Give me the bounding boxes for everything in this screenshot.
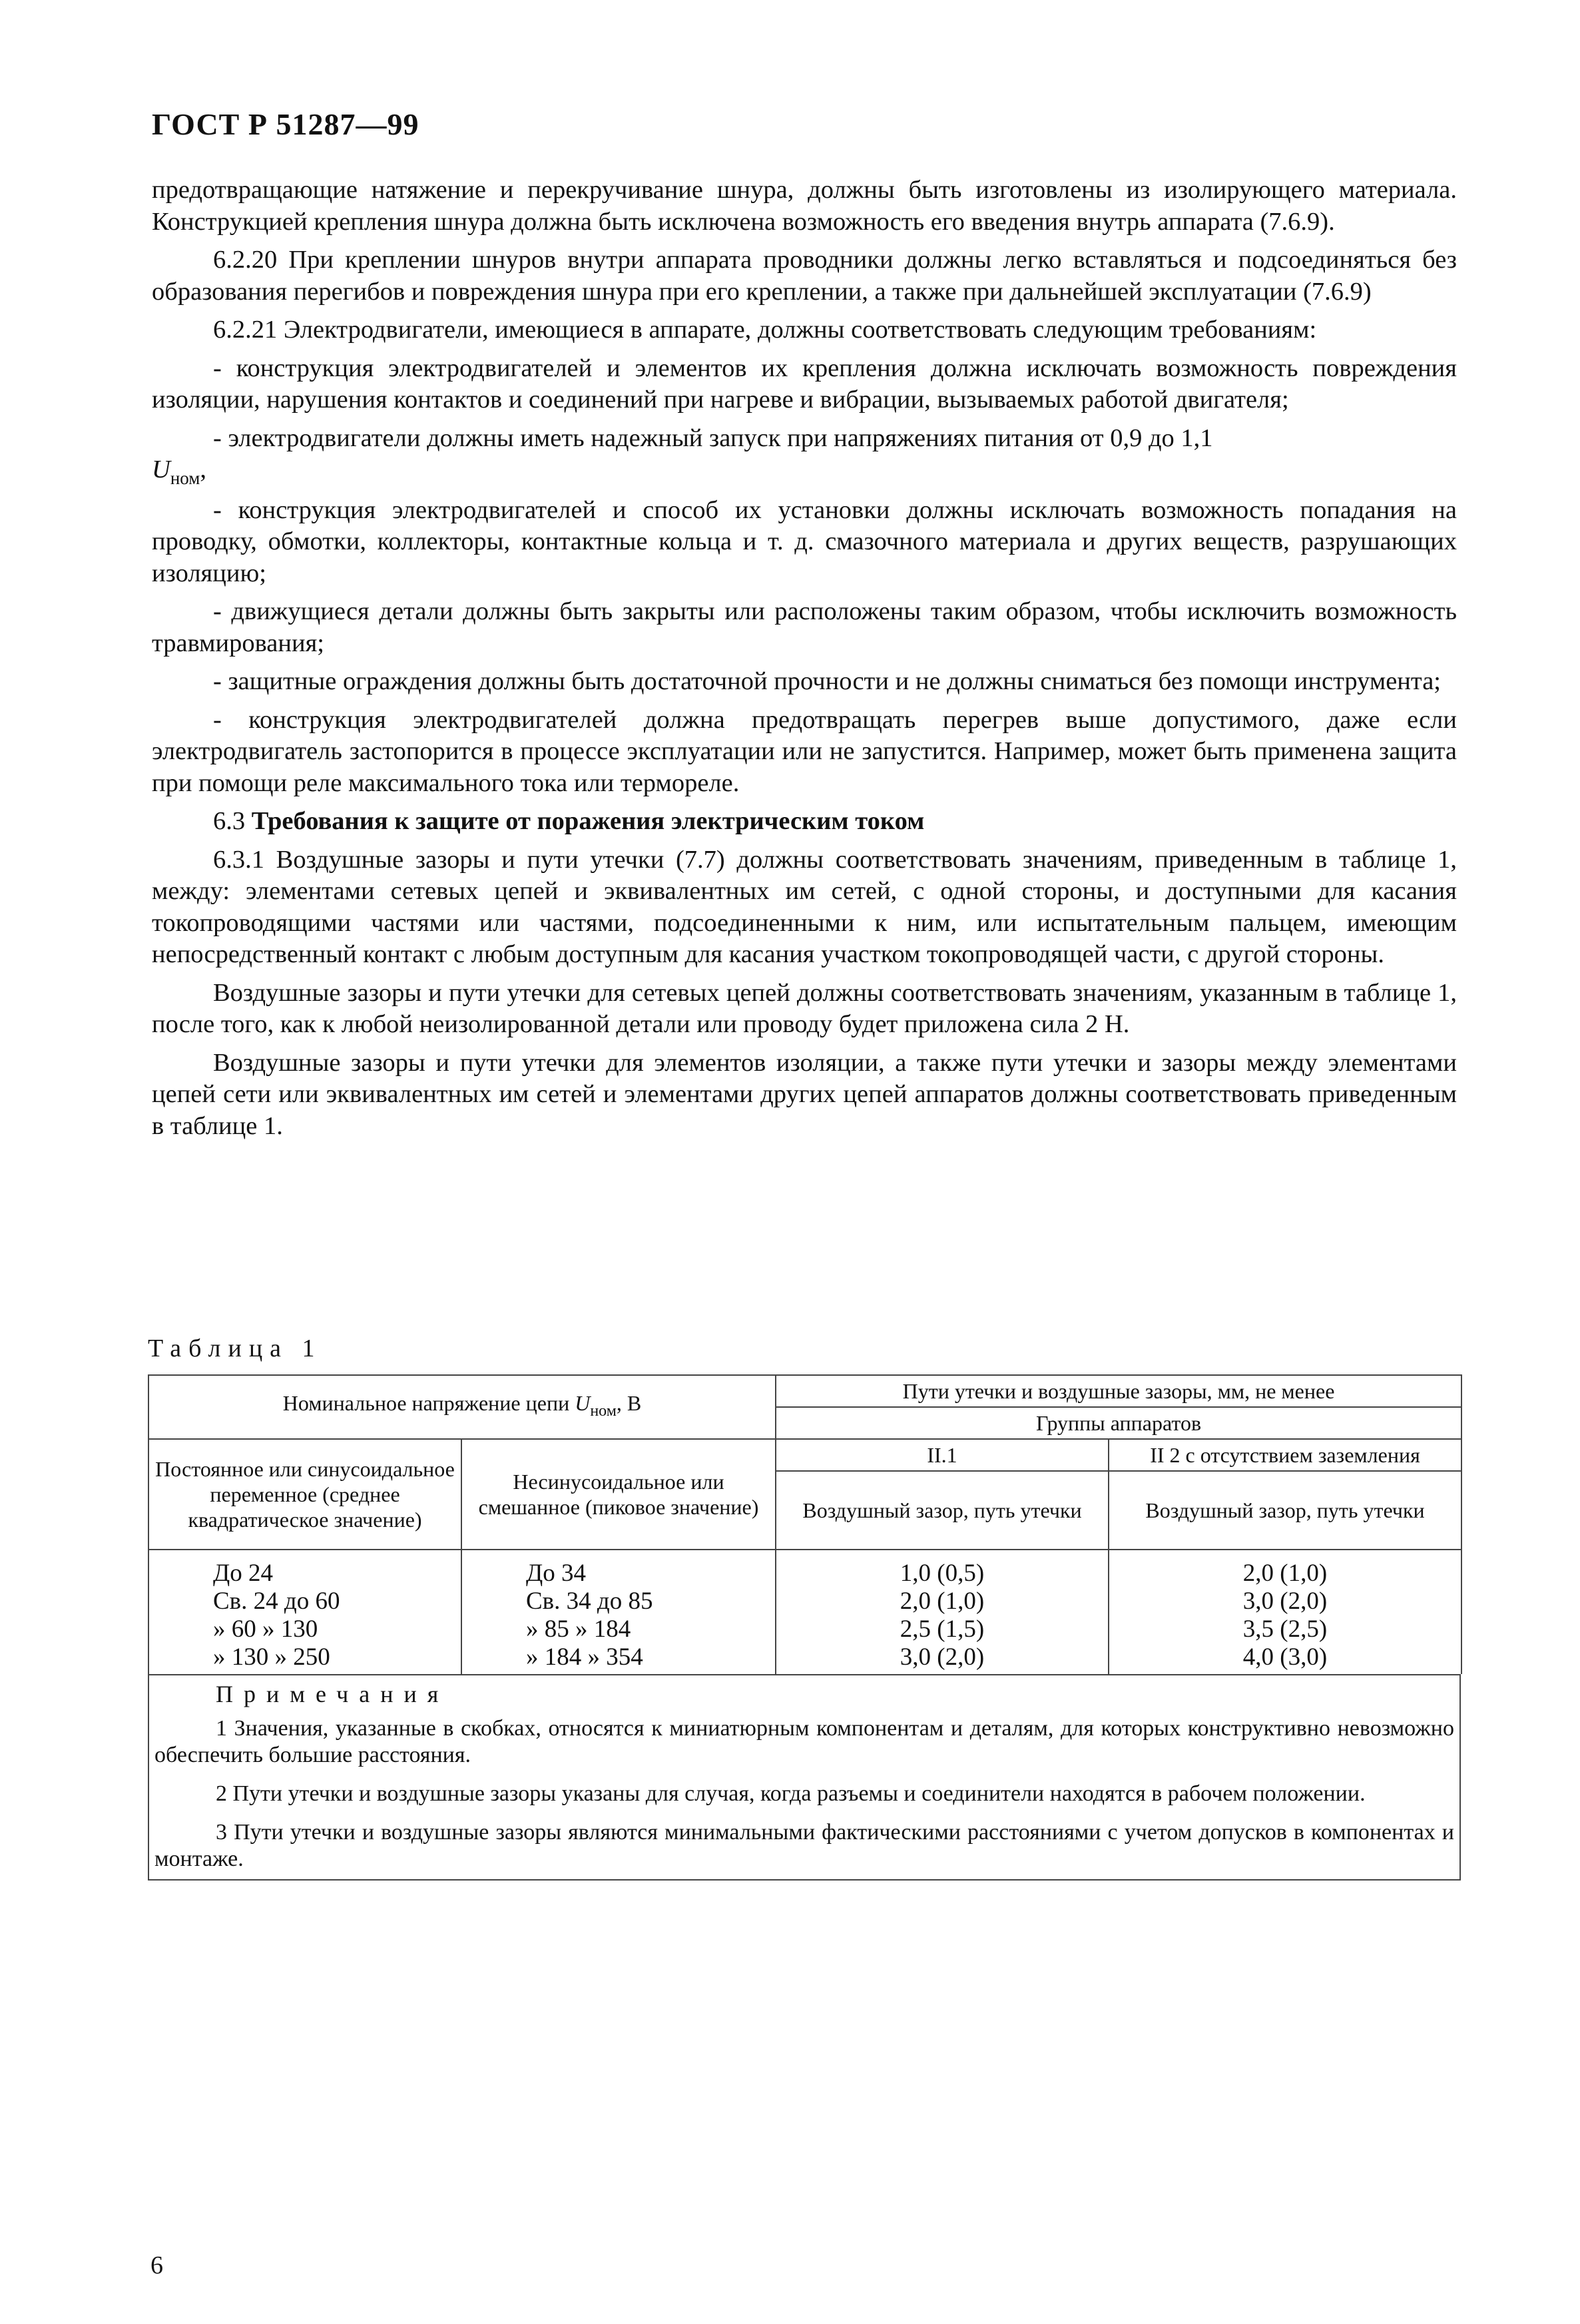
cell-col3-3: 3,0 (2,0): [900, 1643, 985, 1671]
body-text: [152, 174, 1457, 1142]
cell-col3-2: 2,5 (1,5): [900, 1615, 985, 1643]
cell-col2-0: До 34: [526, 1560, 586, 1587]
header-voltage-text: Номинальное напряжение цепи: [282, 1391, 570, 1415]
u-symbol: U: [152, 455, 170, 483]
header-voltage-unit: , В: [616, 1391, 642, 1415]
cell-col2-1: Св. 34 до 85: [526, 1588, 653, 1615]
header-nominal-voltage: [148, 1375, 776, 1439]
header-u-subscript: ном: [590, 1402, 617, 1420]
table-notes: [148, 1674, 1461, 1881]
paragraph-cord-fastening: предотвращающие натяжение и перекручивание шнура, должны быть изготовлены из изолирующего материала. Конструкцией крепления шнура должна быть исключена возможность его введения внутрь аппарата (7.6.9).: [152, 176, 1457, 236]
u-subscript: ном: [170, 468, 200, 488]
header-u-symbol: U: [575, 1391, 591, 1415]
table-cell-col2: [461, 1550, 776, 1674]
header-groups: Группы аппаратов: [776, 1407, 1461, 1439]
paragraph-6-2-20: 6.2.20 При креплении шнуров внутри аппарата проводники должны легко вставляться и подсоединяться без образования перегибов и повреждения шнура при его креплении, а также при дальнейшей эксплуатации (7.6.9): [152, 246, 1457, 306]
section-title: Требования к защите от поражения электрическим током: [251, 807, 925, 835]
list-item-overheat: - конструкция электродвигателей должна предотвращать перегрев выше допустимого, даже если электродвигатель застопорится в процессе эксплуатации или не запустится. Например, может быть применена защита при помощи реле максимального тока или термореле.: [152, 705, 1457, 797]
cell-col1-3: » 130 » 250: [213, 1643, 330, 1671]
header-air-gap-1: Воздушный зазор, путь утечки: [776, 1471, 1109, 1550]
table-cell-col1: [148, 1550, 461, 1674]
table-1: [148, 1374, 1461, 1881]
header-non-sinusoidal: Несинусоидальное или смешанное (пиковое значение): [461, 1439, 776, 1550]
cell-col2-3: » 184 » 354: [526, 1643, 643, 1671]
table-row: [148, 1550, 1461, 1674]
header-group-ii-1: II.1: [776, 1439, 1109, 1471]
cell-col1-2: » 60 » 130: [213, 1615, 318, 1643]
header-dc-sinusoidal: Постоянное или синусоидальное переменное (среднее квадратическое значение): [148, 1439, 461, 1550]
list-item-motor-lubricant: - конструкция электродвигателей и способ их установки должны исключать возможность попадания на проводку, обмотки, коллекторы, контактные кольца и т. д. смазочного материала и других веществ, разрушающих изоляцию;: [152, 495, 1457, 587]
table-caption: Таблица 1: [148, 1334, 322, 1362]
paragraph-6-2-21: 6.2.21 Электродвигатели, имеющиеся в аппарате, должны соответствовать следующим требованиям:: [213, 316, 1317, 344]
paragraph-air-gaps-force: Воздушные зазоры и пути утечки для сетевых цепей должны соответствовать значениям, указанным в таблице 1, после того, как к любой неизолированной детали или проводу будет приложена сила 2 Н.: [152, 978, 1457, 1038]
cell-col1-0: До 24: [213, 1560, 273, 1587]
section-number: 6.3: [213, 807, 246, 835]
cell-col1-1: Св. 24 до 60: [213, 1588, 340, 1615]
motor-start-text: - электродвигатели должны иметь надежный запуск при напряжениях питания от 0,9 до 1,1: [213, 424, 1213, 452]
document-header: ГОСТ Р 51287—99: [152, 107, 419, 141]
header-air-gap-2: Воздушный зазор, путь утечки: [1109, 1471, 1461, 1550]
table-header-row-1: [148, 1375, 1461, 1407]
paragraph-air-gaps-insulation: Воздушные зазоры и пути утечки для элементов изоляции, а также пути утечки и зазоры между элементами цепей сети или эквивалентных им сетей и элементами других цепей аппаратов должны соответствовать приведенным в таблице 1.: [152, 1048, 1457, 1140]
page-number: 6: [150, 2251, 163, 2279]
cell-col3-0: 1,0 (0,5): [900, 1560, 985, 1587]
note-2: 2 Пути утечки и воздушные зазоры указаны для случая, когда разъемы и соединители находятся в рабочем положении.: [216, 1781, 1366, 1806]
header-paths: Пути утечки и воздушные зазоры, мм, не менее: [776, 1375, 1461, 1407]
note-1: 1 Значения, указанные в скобках, относятся к миниатюрным компонентам и деталям, для которых конструктивно невозможно обеспечить большие расстояния.: [154, 1716, 1454, 1767]
cell-col2-2: » 85 » 184: [526, 1615, 631, 1643]
table-cell-col4: [1109, 1550, 1461, 1674]
clearance-table: [148, 1374, 1462, 1674]
header-group-ii-2: II 2 с отсутствием заземления: [1109, 1439, 1461, 1471]
list-item-motor-start: [152, 423, 1457, 495]
list-item-moving-parts: - движущиеся детали должны быть закрыты или расположены таким образом, чтобы исключить возможность травмирования;: [152, 597, 1457, 657]
table-header-row-3: [148, 1439, 1461, 1471]
cell-col4-2: 3,5 (2,5): [1242, 1615, 1328, 1643]
list-item-motor-construction: - конструкция электродвигателей и элементов их крепления должна исключать возможность повреждения изоляции, нарушения контактов и соединений при нагреве и вибрации, вызываемых работой двигателя;: [152, 354, 1457, 414]
motor-start-tail: ,: [200, 455, 206, 483]
notes-title: Примечания: [216, 1681, 449, 1707]
section-6-3-heading: [152, 806, 1457, 838]
cell-col3-1: 2,0 (1,0): [900, 1588, 985, 1615]
list-item-guards: - защитные ограждения должны быть достаточной прочности и не должны сниматься без помощи инструмента;: [213, 667, 1441, 695]
note-3: 3 Пути утечки и воздушные зазоры являются минимальными фактическими расстояниями с учетом допусков в компонентах и монтаже.: [154, 1820, 1454, 1871]
table-cell-col3: [776, 1550, 1109, 1674]
cell-col4-1: 3,0 (2,0): [1242, 1588, 1328, 1615]
paragraph-6-3-1: 6.3.1 Воздушные зазоры и пути утечки (7.7) должны соответствовать значениям, приведенным в таблице 1, между: элементами сетевых цепей и эквивалентных им сетей, с одной стороны, и доступными для касания токопроводящими частями или частями, подсоединенными к ним, или испытательным пальцем, имеющим непосредственный контакт с любым доступным для касания участком токопроводящей части, с другой стороны.: [152, 845, 1457, 968]
cell-col4-0: 2,0 (1,0): [1242, 1560, 1328, 1587]
cell-col4-3: 4,0 (3,0): [1242, 1643, 1328, 1671]
